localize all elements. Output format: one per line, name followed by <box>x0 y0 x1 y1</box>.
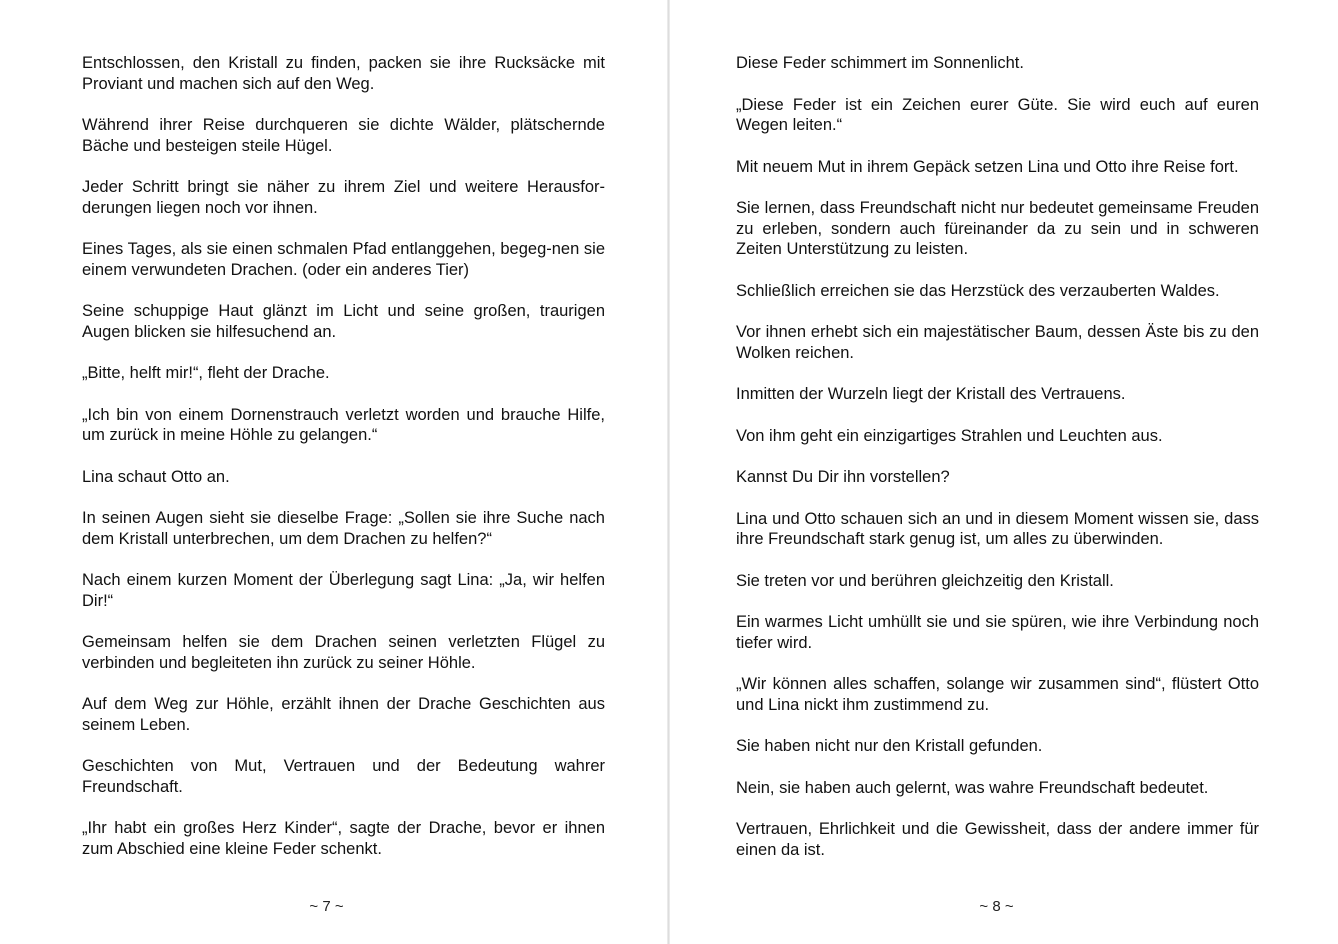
paragraph: Sie lernen, dass Freundschaft nicht nur bedeutet gemeinsame Freuden zu erleben, sondern auch füreinander da zu sein und in schweren Zeiten Unterstützung zu leisten. <box>736 199 1259 258</box>
paragraph: Ein warmes Licht umhüllt sie und sie spüren, wie ihre Verbindung noch tiefer wird. <box>736 613 1259 652</box>
paragraph: „Ihr habt ein großes Herz Kinder“, sagte der Drache, bevor er ihnen zum Abschied eine kleine Feder schenkt. <box>82 819 605 858</box>
paragraph: „Bitte, helft mir!“, fleht der Drache. <box>82 364 330 382</box>
paragraph: Nach einem kurzen Moment der Überlegung sagt Lina: „Ja, wir helfen Dir!“ <box>82 571 605 610</box>
paragraph: Schließlich erreichen sie das Herzstück des verzauberten Waldes. <box>736 281 1220 300</box>
paragraph: Lina und Otto schauen sich an und in diesem Moment wissen sie, dass ihre Freundschaft stark genug ist, um alles zu überwinden. <box>736 509 1259 548</box>
paragraph: Vertrauen, Ehrlichkeit und die Gewissheit, dass der andere immer für einen da ist. <box>736 820 1259 859</box>
paragraph: Während ihrer Reise durchqueren sie dichte Wälder, plätschernde Bäche und besteigen steile Hügel. <box>82 116 605 155</box>
paragraph: Sie treten vor und berühren gleichzeitig den Kristall. <box>736 571 1114 590</box>
paragraph: „Diese Feder ist ein Zeichen eurer Güte. Sie wird euch auf euren Wegen leiten.“ <box>736 95 1259 134</box>
left-page-text <box>82 53 605 880</box>
paragraph: Lina schaut Otto an. <box>82 467 230 486</box>
page-number-left: ~ 7 ~ <box>309 898 344 915</box>
paragraph: Nein, sie haben auch gelernt, was wahre Freundschaft bedeutet. <box>736 778 1209 797</box>
paragraph: Geschichten von Mut, Vertrauen und der Bedeutung wahrer Freundschaft. <box>82 757 605 796</box>
paragraph: Inmitten der Wurzeln liegt der Kristall des Vertrauens. <box>736 385 1126 403</box>
paragraph: Vor ihnen erhebt sich ein majestätischer Baum, dessen Äste bis zu den Wolken reichen. <box>736 323 1259 362</box>
page-number-right: ~ 8 ~ <box>979 898 1014 915</box>
paragraph: Eines Tages, als sie einen schmalen Pfad entlanggehen, begeg-nen sie einem verwundeten Drachen. (oder ein anderes Tier) <box>82 240 605 279</box>
paragraph: Gemeinsam helfen sie dem Drachen seinen verletzten Flügel zu verbinden und begleiteten ihn zurück zu seiner Höhle. <box>82 633 605 672</box>
paragraph: Mit neuem Mut in ihrem Gepäck setzen Lina und Otto ihre Reise fort. <box>736 157 1239 176</box>
right-page-text <box>736 53 1259 881</box>
paragraph: „Wir können alles schaffen, solange wir zusammen sind“, flüstert Otto und Lina nickt ihm zustimmend zu. <box>736 675 1259 714</box>
paragraph: Auf dem Weg zur Höhle, erzählt ihnen der Drache Geschichten aus seinem Leben. <box>82 695 605 734</box>
paragraph: Seine schuppige Haut glänzt im Licht und seine großen, traurigen Augen blicken sie hilfesuchend an. <box>82 302 605 341</box>
paragraph: „Ich bin von einem Dornenstrauch verletzt worden und brauche Hilfe, um zurück in meine Höhle zu gelangen.“ <box>82 405 605 444</box>
paragraph: Jeder Schritt bringt sie näher zu ihrem Ziel und weitere Herausfor-derungen liegen noch vor ihnen. <box>82 178 605 217</box>
paragraph: Sie haben nicht nur den Kristall gefunden. <box>736 737 1043 755</box>
right-page <box>669 0 1338 944</box>
paragraph: In seinen Augen sieht sie dieselbe Frage: „Sollen sie ihre Suche nach dem Kristall unterbrechen, um dem Drachen zu helfen?“ <box>82 509 605 548</box>
paragraph: Entschlossen, den Kristall zu finden, packen sie ihre Rucksäcke mit Proviant und machen sich auf den Weg. <box>82 54 605 93</box>
paragraph: Von ihm geht ein einzigartiges Strahlen und Leuchten aus. <box>736 426 1163 445</box>
paragraph: Kannst Du Dir ihn vorstellen? <box>736 468 950 486</box>
paragraph: Diese Feder schimmert im Sonnenlicht. <box>736 54 1024 72</box>
